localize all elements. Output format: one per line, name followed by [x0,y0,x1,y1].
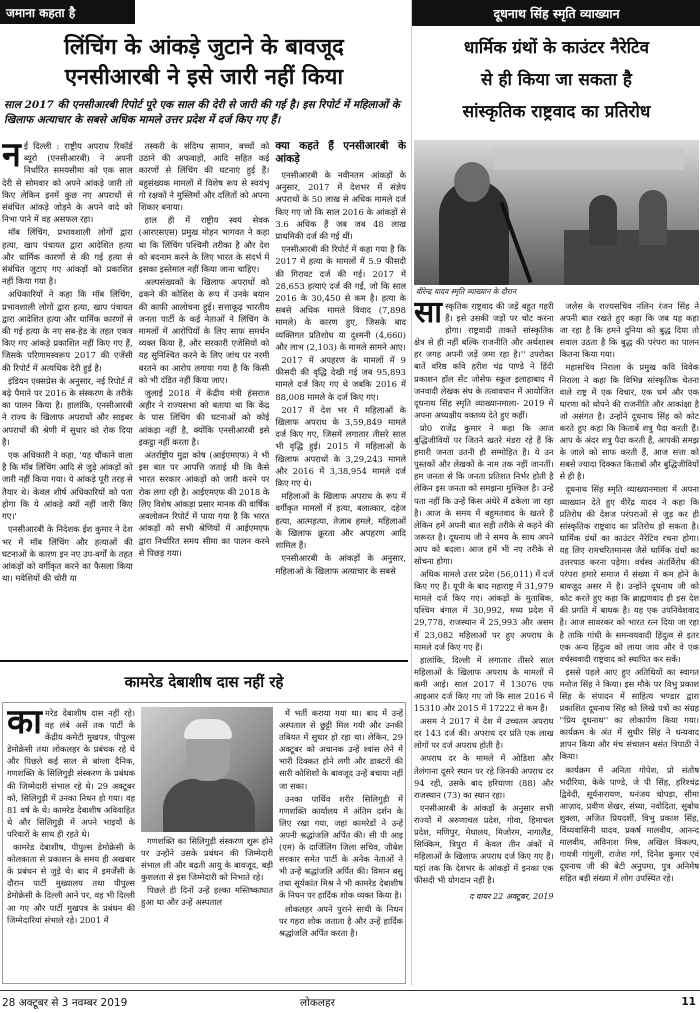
paragraph: असम ने 2017 में देश में उच्चतम अपराध दर 143 दर्ज की। अपराध दर प्रति एक लाख लोगों पर दर्ज अपराध होती है। [414,716,554,751]
paragraph: हाल ही में राष्ट्रीय स्वयं सेवक (आरएसएस) प्रमुख मोहन भागवत ने कहा था कि लिंचिंग पश्चिमी तरीका है और देश को बदनाम करने के लिए भारत के संदर्भ में इसका इस्तेमाल नहीं किया जाना चाहिए। [138,215,270,275]
paragraph: एनसीआरबी के निदेशक ईश कुमार ने देश भर में मॉब लिंचिंग और हत्याओं की घटनाओं के कारण इन नए उप-वर्गों के तहत आंकड़ों को वर्गीकृत करने का फैसला किया था। मवेशियों की चोरी या [2,524,133,584]
page-footer [0,990,700,1013]
paragraph: लोकलहर अपने पुराने साथी के निधन पर गहरा शोक जताता है और उन्हें हार्दिक श्रद्धांजलि अर्पित करता है। [279,903,403,938]
paragraph: एनसीआरबी की रिपोर्ट में कहा गया है कि 2017 में हत्या के मामलों में 5.9 फीसदी की गिरावट दर्ज की गई। 2017 में 28,653 हत्याएं दर्ज की गईं, जो कि साल 2016 के 30,450 से कम है। हत्या के सबसे अधिक मामले विवाद (7,898 मामले) के कारण हुए, जिसके बाद व्यक्तिगत प्रतिशोध या दुश्मनी (4,660) और लाभ (2,103) के मामले सामने आए। [275,244,407,352]
body-column-2 [141,835,273,981]
paragraph: स्कृतिक राष्ट्रवाद की जड़ें बहुत गहरी हैं। इसे उसकी जड़ों पर चोट करना होगा। राष्ट्रवादी ताकतें सांस्कृतिक क्षेत्र से ही नहीं बल्कि राजनीति और अर्थशास्त्र हर जगह अपनी जड़ें जमा रहा है।'' उपरोक्त बातें वरिष्ठ कवि हरीश चंद्र पाण्डे ने हिंदी प्रकाशन हॉल सेंट जोसेफ स्कूल इलाहाबाद में जनवादी लेखक संघ के तत्वावधान में आयोजित दूधनाथ सिंह स्मृति व्याख्यानमाला- 2019 में अपना अध्यक्षीय वक्तव्य देते हुए कहीं। [414,301,554,420]
paragraph: अल्पसंख्यकों के खिलाफ अपराधों को ढकने की कोशिश के रूप में उनके बयान की काफी आलोचना हुई। सत्ताकूढ़ भारतीय जनता पार्टी के कई नेताओं ने लिंचिंग के मामलों में आरोपियों के लिए साफ समर्थन व्यक्त किया है, और सरकारी एजेंसियों को यह सुनिश्चित करने के लिए जांच पर नरमी बरतने का आरोप लगाया गया है कि किसी को भी दंडित नहीं किया जाए। [138,277,270,385]
issue-date: 28 अक्टूबर से 3 नवम्बर 2019 [2,997,128,1009]
paragraph: इंडियन एक्सप्रेस के अनुसार, नई रिपोर्ट में बढ़े पैमाने पर 2016 के संस्करण के तरीके का पालन किया है। हालांकि, एनसीआरबी ने राज्य के खिलाफ अपराधों और साइबर अपराधों की श्रेणी में सुधार को रोक दिया है। [2,375,133,447]
body-column-3 [279,707,403,981]
article-headline: कामरेड देबाशीष दास नहीं रहे [124,673,284,691]
sub-heading: क्या कहते हैं एनसीआरबी के आंकड़े [275,140,407,165]
headline-line-2: एनसीआरबी ने इसे जारी नहीं किया [64,64,344,90]
paragraph: पिछले ही दिनों उन्हें हल्का मस्तिष्काघात हुआ था और उन्हें अस्पताल [141,885,273,908]
paragraph: दूधनाथ सिंह स्मृति व्याख्यानमाला में अपना व्याख्यान देते हुए वीरेंद्र यादव ने कहा कि प्रतिरोध की देशज परंपराओं से जुड़ कर ही सांस्कृतिक राष्ट्रवाद का प्रतिरोध हो सकता है। धार्मिक ग्रंथों का काउंटर नैरेटिव रचना होगा। यह लिए रामचरितमानस जैसे धार्मिक ग्रंथों का उत्तरपाठ करना पड़ेगा। वर्चस्व अंतर्विरोध की परंपरा हमारे समाज में संख्या में कम होने के बावजूद असर में है। उन्होंने दूधनाथ जी को कोट करते हुए कहा कि ब्राह्मणवाद ही इस देश की प्रगति में बाधक है। यह एक उपनिवेशवाद है। आज सावरकर को भारत रत्न दिया जा रहा है ताकि गांधी के समन्वयवादी हिंदुत्व से इतर एक अन्य हिंदुत्व को लाया जाय और वे एक वर्चस्ववादी राष्ट्रवाद को स्थापित कर सकें। [559,484,699,664]
drop-cap: सा [414,300,443,330]
headline-line-3: सांस्कृतिक राष्ट्रवाद का प्रतिरोध [462,102,651,122]
paragraph: कामरेड देबाशीष, पीपुल्स डेमोक्रेसी के कोलकाता से प्रकाशन के समय ही अखबार के प्रबंधन से जुड़े थे। बाद में इमर्जेंसी के दौरान पार्टी मुख्यालय तथा पीपुल्स डेमोक्रेसी के दिल्ली आने पर, वह भी दिल्ली आ गए और पार्टी मुखपत्र के प्रबंधन की जिम्मेदारियां संभाले रहे। 2001 में [7,842,135,925]
lynching-article [0,0,408,657]
paragraph: महासचिव निराला के प्रमुख कवि विवेक निराला ने कहा कि विभिन्न सांस्कृतिक चेतना वाले राष्ट्र में एक विचार, एक धर्म और एक धारणा को थोपने की राजनीति और आकांक्षा है जो असंगत है। उन्होंने दूधनाथ सिंह को कोट करते हुए कहा कि किताबें शत्रु पैदा करती हैं। आप के अंदर शत्रु पैदा करती हैं, आपकी समझ के जाले को साफ करती हैं, आज सत्ता को सबसे ज्यादा दिक्कत किताबों और बुद्धिजीवियों से ही है। [559,362,699,482]
paragraph: हालांकि, दिल्ली में लगातार तीसरे साल महिलाओं के खिलाफ अपराध के मामलों में कमी आई। साल 2017 में 13076 एफ आइआर दर्ज किए गए जो कि साल 2016 में 15310 और 2015 में 17222 से कम हैं। [414,654,554,714]
article-headline [412,32,700,128]
paragraph: कार्यक्रम में अनिता गोपेश, प्रो संतोष भदौरिया, केके पाण्डे, जे पी सिंह, हरिश्चंद्र द्विवेदी, सूर्यनारायण, धनंजय चोपड़ा, सीमा आज़ाद, प्रवीण शेखर, संध्या, नवोदिता, सुबोध शुक्ला, अजित प्रियदर्शी, विभु प्रकाश सिंह, विंध्यवासिनी यादव, प्रकर्ष मालवीय, आनन्द मालवीय, अविनाश मिश्र, अखिल विकल्प, गायत्री गांगुली, राजेश गर्ग, दिनेश कुमार एवं दूधनाथ जी की बेटी अनुपमा, पुत्र अनिमेष सहित बड़ी संख्या में लोग उपस्थित रहे। [559,764,699,884]
paragraph: अपराध दर के मामले में ओडिशा और तेलंगाना दूसरे स्थान पर रहे जिनकी अपराध दर 94 रही, उसके बाद हरियाणा (88) और राजस्थान (73) का स्थान रहा। [414,753,554,800]
doodhnath-lecture-article [411,0,700,985]
portrait-photo [141,707,273,832]
publication-name: लोकलहर [300,997,335,1009]
paragraph: मॉब लिंचिंग, प्रभावशाली लोगों द्वारा हत्या, खाप पंचायत द्वारा आदेशित हत्या और धार्मिक कारणों से की गई हत्या से संबंधित जुटाए गए आंकड़ों को प्रकाशित नहीं किया गया है। [2,227,133,287]
article-body [414,300,699,985]
paragraph: जुलाई 2018 में केंद्रीय मंत्री हंसराज अहीर ने राज्यसभा को बताया था कि केंद्र के पास लिंचिंग की घटनाओं को कोई आंकड़ा नहीं है, क्योंकि एनसीआरबी इसे इकट्ठा नहीं करता है। [138,388,270,447]
paragraph: इससे पहले आए हुए अतिथियों का स्वागत मनोज सिंह ने किया। इस मौके पर विभु प्रकाश सिंह के संपादन में साहित्य भण्डार द्वारा प्रकाशित दूधनाथ सिंह को लिखे पत्रों का संग्रह ''प्रिय दूधनाथ'' का लोकार्पण किया गया। कार्यक्रम के अंत में सुधीर सिंह ने धन्यवाद ज्ञापन किया और मंच संचालन बसंत त्रिपाठी ने किया। [559,666,699,762]
paragraph: ई दिल्ली : राष्ट्रीय अपराध रिकॉर्ड ब्यूरो (एनसीआरबी) ने अपनी निर्धारित समयसीमा को एक साल देरी से सोमवार को अपने आंकड़े जारी तो किए लेकिन इनमें कुछ नए अपराधों से संबंधित आंकड़े जोड़ने के अपने वादे को निभा पाने में वह असफल रहा। [2,141,133,225]
paragraph: अधिक मामले उत्तर प्रदेश (56,011) में दर्ज किए गए हैं। यूपी के बाद महाराष्ट्र में 31,979 मामले दर्ज किए गए। आंकड़ों के मुताबिक, पश्चिम बंगाल में 30,992, मध्य प्रदेश में 29,778, राजस्थान में 25,993 और असम में 23,082 महिलाओं पर हुए अपराध के मामले दर्ज किए गए हैं। [414,569,554,652]
section-label: दूधनाथ सिंह स्मृति व्याख्यान [412,0,700,26]
body-column-1 [2,140,133,652]
section-label: जमाना कहता है [0,0,135,24]
paragraph: में भर्ती कराया गया था। बाद में उन्हें अस्पताल से छुट्टी मिल गयी और उनकी तबियत में सुधार हो रहा था। लेकिन, 29 अक्टूबर को अचानक उन्हें श्वांस लेने में भारी दिक्कत होने लगी और डाक्टरों की सारी कोशिशों के बावजूद उन्हें बचाया नहीं जा सका। [279,708,403,791]
paragraph: मरेड देबाशीष दास नहीं रहे। वह लंबे अर्से तक पार्टी के केंद्रीय कमेटी मुखपत्र, पीपुल्स डेमोक्रेसी तथा लोकलहर के प्रबंधक रहे थे और पिछले कई साल से बांग्ला दैनिक, गणशक्ति के सिलिगुड़ी संस्करण के प्रबंधक की जिम्मेदारी संभाल रहे थे। 29 अक्टूबर को, सिलिगुड़ी में उनका निधन हो गया। वह 81 वर्ष के थे। कामरेड देबाशीष अविवाहित थे और सिलिगुड़ी में अपने भाइयों के परिवारों के साथ ही रहते थे। [7,708,135,839]
body-column-1 [7,707,135,981]
headline-line-1: लिंचिंग के आंकड़े जुटाने के बावजूद [64,34,344,60]
paragraph: गणशक्ति का सिलिगुड़ी संस्करण शुरू होने पर उन्होंने उसके प्रबंधन की जिम्मेदारी संभाल ली और बढ़ती आयु के बावजूद, बड़ी कुशलता से इस जिम्मेदारी को निभाते रहे। [141,836,273,883]
paragraph: महिलाओं के खिलाफ अपराध के रूप में वर्गीकृत मामलों में हत्या, बलात्कार, दहेज हत्या, आत्महत्या, तेजाब हमले, महिलाओं के खिलाफ क्रूरता और अपहरण आदि शामिल हैं। [275,491,407,551]
obituary-article [0,660,408,985]
body-column-2 [560,300,700,985]
paragraph: अंतर्राष्ट्रीय मुद्रा कोष (आईएमएफ) ने भी इस बात पर आपत्ति जताई थी कि कैसे भारत सरकार आंकड़ों को जारी करने पर रोक लगा रही है। आईएमएफ की 2018 के लिए विशेष आंकड़ा प्रसार मानक की वार्षिक अवलोकन रिपोर्ट में पाया गया है कि भारत आंकड़ों को सभी श्रेणियों में आईएमएफ द्वारा निर्धारित समय सीमा का पालन करने से पिछड़ गया। [138,450,270,558]
page-number: 11 [681,996,696,1008]
paragraph: उनका पार्थिव शरीर सिलिगुड़ी में गणशक्ति कार्यालय में अंतिम दर्शन के लिए रखा गया, जहां कामरेडों ने उन्हें अपनी श्रद्धांजलि अर्पित की। सी पी आइ (एम) के दार्जिलिंग जिला सचिव, जीबेश सरकार समेत पार्टी के अनेक नेताओं ने भी उन्हें श्रद्धांजलि अर्पित की। विमान बसु तथा सूर्यकांत मिश्र ने भी कामरेड देबाशीष के निधन पर हार्दिक शोक व्यक्त किया है। [279,793,403,901]
headline-line-2: से ही किया जा सकता है [481,70,632,90]
article-intro: साल 2017 की एनसीआरबी रिपोर्ट पूरे एक साल की देरी से जारी की गई है। इस रिपोर्ट में महिलाओं के खिलाफ अत्याचार के सबसे अधिक मामले उत्तर प्रदेश में दर्ज किए गए हैं। [4,99,400,126]
paragraph: जलेस के राज्यसचिव नलिन रंजन सिंह ने अपनी बात रखते हुए कहा कि जब यह कहा जा रहा है कि हमने दुनिया को बुद्ध दिया तो सवाल उठता है कि बुद्ध की परंपरा का पालन कितना किया गया। [559,301,699,360]
article-headline [0,32,408,92]
paragraph: एनसीआरबी के आंकड़ों के अनुसार, महिलाओं के खिलाफ अत्याचार के सबसे [275,553,407,576]
article-body [2,140,406,652]
paragraph: प्रो0 राजेंद्र कुमार ने कहा कि आज बुद्धिजीवियों पर जितने खतरे मंडरा रहे हैं कि हमारी जनता उतनी ही सम्मोहित है। ये उन पुस्तकों और लेखकों के नाम तक नहीं जानतीं। हम जनता से कि जनता प्रतिशत निर्भर होती है लेकिन इस जनता को समझना मुश्किल है। उन्हें पता नहीं कि उन्हें किस अंधेरे में ढकेला जा रहा है। आज के समय में बहुमतवाद के खतरे हैं लेकिन हमें अपनी बात सही तरीके से कहने की जरूरत है। दूधनाथ जी ने समय के साथ अपने आप को बदला। आज हमें भी नए तरीके से सोचना होगा। [414,422,554,566]
body-column-3 [275,140,406,652]
drop-cap: न [2,140,21,175]
body-column-1 [414,300,554,985]
photo-caption: वीरेन्द्र यादव स्मृति व्याख्यान के दौरान [416,287,517,296]
obituary-box [2,702,406,984]
lecture-photo [414,140,699,285]
paragraph: 2017 में अपहरण के मामलों में 9 फीसदी की वृद्धि देखी गई जब 95,893 मामले दर्ज किए गए थे जबकि 2016 में 88,008 मामले के दर्ज किए गए। [275,355,407,402]
paragraph: अधिकारियों ने कहा कि मॉब लिंचिंग, प्रभावशाली लोगों द्वारा हत्या, खाप पंचायत द्वारा आदेशित हत्या और धार्मिक कारणों से की गई हत्या के नए सब-हेड के तहत एकत्र किए गए आंकड़े प्रकाशित नहीं किए गए हैं, जिसके परिणामस्वरूप 2017 की एजेंसी की रिपोर्ट में अत्यधिक देरी हुई है। [2,289,133,373]
paragraph: तस्करी के संदिग्ध सामान, बच्चों को उठाने की अफवाहों, आदि सहित कई कारणों से लिंचिंग की घटनाएं हुई हैं। बहुसंख्यक मामलों में विशेष रूप से स्वयंभू गो रक्षकों ने मुस्लिमों और दलितों को अपना शिकार बनाया। [138,141,270,213]
paragraph: एक अधिकारी ने कहा, 'यह चौंकाने वाला है कि मॉब लिंचिंग आदि से जुड़े आंकड़ों को जारी नहीं किया गया। ये आंकड़े पूरी तरह से तैयार थे। केवल शीर्ष अधिकारियों को पता होगा कि ये आंकड़े क्यों नहीं जारी किए गए।' [2,450,133,522]
drop-cap: का [7,707,42,742]
paragraph: एनसीआरबी के नवीनतम आंकड़ों के अनुसार, 2017 में देशभर में संज्ञेय अपराधों के 50 लाख से अधिक मामले दर्ज किए गए जो कि साल 2016 के आंकड़ों से 3.6 अधिक हैं जब जब 48 लाख प्राथमिकी दर्ज की गई थीं। [275,170,407,242]
headline-line-1: धार्मिक ग्रंथों के काउंटर नैरेटिव [463,38,650,58]
body-column-2 [139,140,270,652]
paragraph: 2017 में देश भर में महिलाओं के खिलाफ अपराध के 3,59,849 मामले दर्ज किए गए, जिसमें लगातार तीसरे साल भी वृद्धि हुई। 2015 में महिलाओं के खिलाफ अपराधों के 3,29,243 मामले और 2016 में 3,38,954 मामले दर्ज किए गए थे। [275,404,407,489]
source-credit: द वायर 22 अक्टूबर, 2019 [469,891,554,901]
paragraph: एनसीआरबी के आंकड़ों के अनुसार सभी राज्यों में अरुणाचल प्रदेश, गोवा, हिमाचल प्रदेश, मणिपुर, मेघालय, मिजोरम, नागालैंड, सिक्किम, त्रिपुरा में केवल तीन अंकों में महिलाओं के खिलाफ अपराध दर्ज किए गए हैं। यहां तक कि देशभर के आंकड़ों में इनका एक फीसदी भी योगदान नहीं है। [414,802,554,886]
